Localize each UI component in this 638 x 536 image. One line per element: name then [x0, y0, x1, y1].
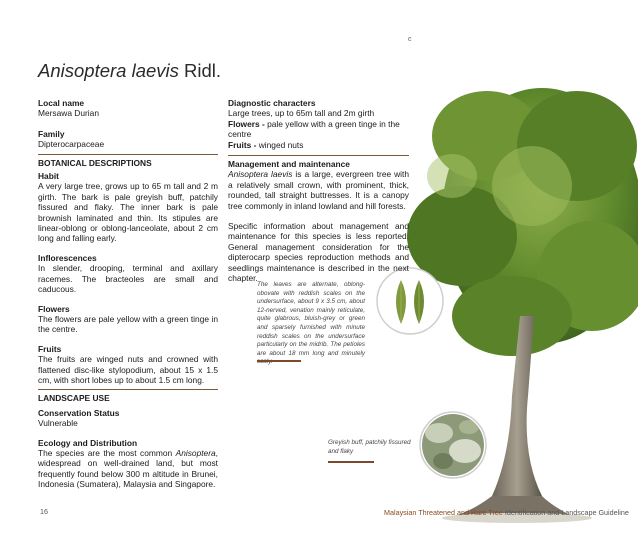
landscape-heading: LANDSCAPE USE: [38, 393, 110, 404]
fruits-heading: Fruits: [38, 343, 62, 354]
diagnostic-flowers-text: pale yellow with a green tinge in the centre: [228, 118, 400, 140]
leaf-caption-text: The leaves are alternate, oblong-obovate with reddish scales on the undersurface, about 9 x 3.5 cm, about 12-nerved, venation mainly reticulate, quite glabrous, bluish-grey or green and sparsely furnished with minute reddish scales on the undersurface particularly on the midrib. The petioles are about 18 mm long and minutely scaly.: [257, 281, 365, 366]
page-mark: ͼ: [408, 36, 412, 43]
footer-rest: Identification and Landscape Guideline: [502, 508, 629, 517]
leaf-caption-rule: [257, 360, 301, 362]
management-heading: Management and maintenance: [228, 159, 350, 170]
diagnostic-fruits-text: winged nuts: [256, 139, 304, 150]
species-name: Anisoptera laevis: [38, 60, 179, 81]
inflorescences-heading: Inflorescences: [38, 252, 97, 263]
conservation-value: Vulnerable: [38, 418, 78, 429]
fruits-text: The fruits are winged nuts and crowned with flattened disc-like stylopodium, about 15 x 1.5 cm, with short lobes up to about 1.5 cm long.: [38, 354, 218, 385]
left-column: [38, 98, 218, 490]
footer-title: [384, 508, 629, 517]
diagnostic-fruits-label: Fruits -: [228, 139, 257, 150]
divider: [38, 389, 218, 390]
management-species: Anisoptera laevis: [228, 169, 293, 180]
right-column: [228, 98, 409, 284]
local-name-value: Mersawa Durian: [38, 108, 99, 119]
ecology-text-b: , widespread on well-drained land, but most frequently found below 300 m altitude in Brunei, Indonesia (Sumatera), Malaysia and Singapore.: [38, 447, 218, 490]
diagnostic-line-1: Large trees, up to 65m tall and 2m girth: [228, 108, 375, 119]
divider: [38, 154, 218, 155]
family-value: Dipterocarpaceae: [38, 139, 105, 150]
diagnostic-flowers-label: Flowers -: [228, 118, 265, 129]
ecology-text-a: The species are the most common: [38, 447, 176, 458]
management-text-2: Specific information about management and maintenance for this species is less reported. General management consideration for the dipterocarp species reproduction methods and seedlings maintenance is described in the next chapter.: [228, 221, 409, 284]
bark-inset: [419, 411, 487, 479]
ecology-species: Anisoptera: [175, 447, 216, 458]
ecology-text: [38, 448, 218, 490]
management-text-1: [228, 169, 409, 211]
bark-caption-rule: [328, 461, 374, 463]
management-text-1-body: is a large, evergreen tree with a relatively small crown, with prominent, thick, rounded, tall straight buttresses. It is a canopy tree commonly in inland lowland and hill forests.: [228, 169, 410, 211]
habit-text: A very large tree, grows up to 65 m tall and 2 m girth. The bark is pale greyish buff, patchily fissured and flaky. The inner bark is pale brownish laminated and thin. Its stipules are linear-oblong or oblong-lanceolate, about 2 cm long and falling early.: [38, 181, 218, 244]
ecology-heading: Ecology and Distribution: [38, 437, 138, 448]
diagnostic-line-2: [228, 119, 409, 140]
local-name-heading: Local name: [38, 98, 85, 108]
flowers-text: The flowers are pale yellow with a green tinge in the centre.: [38, 313, 218, 335]
leaf-caption: [257, 281, 365, 367]
bark-caption: [328, 439, 412, 456]
conservation-heading: Conservation Status: [38, 407, 120, 418]
page-title: [38, 60, 221, 82]
divider: [228, 155, 409, 156]
flowers-heading: Flowers: [38, 303, 70, 314]
family-heading: Family: [38, 128, 65, 139]
footer-accent: Malaysian Threatened and Rare Tree: [384, 508, 503, 517]
diagnostic-line-3: [228, 140, 409, 150]
species-author: Ridl.: [184, 60, 222, 81]
inflorescences-text: In slender, drooping, terminal and axillary racemes. The bracteoles are small and caducous.: [38, 263, 218, 295]
botanical-heading: BOTANICAL DESCRIPTIONS: [38, 157, 152, 168]
page-number: 16: [40, 507, 48, 516]
habit-heading: Habit: [38, 171, 59, 182]
diagnostic-heading: Diagnostic characters: [228, 98, 316, 108]
bark-caption-text: Greyish buff, patchily fissured and flaky: [328, 439, 411, 455]
